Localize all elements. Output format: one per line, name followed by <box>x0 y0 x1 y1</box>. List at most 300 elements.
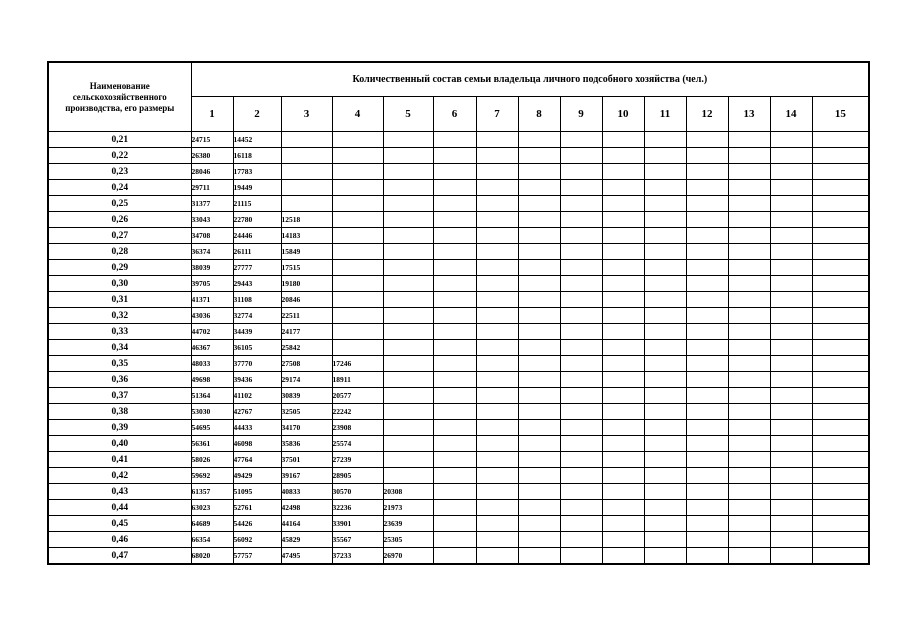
table-cell <box>560 484 602 500</box>
table-cell: 38039 <box>191 260 233 276</box>
table-row <box>48 404 869 420</box>
table-cell <box>812 244 869 260</box>
table-cell <box>476 548 518 565</box>
row-size-label: 0,44 <box>48 500 191 516</box>
table-row <box>48 212 869 228</box>
column-header-1: 1 <box>191 97 233 132</box>
table-row <box>48 388 869 404</box>
table-cell: 32505 <box>281 404 332 420</box>
table-cell: 34708 <box>191 228 233 244</box>
table-cell: 27239 <box>332 452 383 468</box>
table-cell: 15849 <box>281 244 332 260</box>
table-cell <box>518 324 560 340</box>
table-cell <box>433 148 476 164</box>
table-cell: 26111 <box>233 244 281 260</box>
table-cell <box>560 260 602 276</box>
table-cell <box>728 228 770 244</box>
table-cell <box>560 244 602 260</box>
table-cell <box>602 148 644 164</box>
table-cell <box>728 260 770 276</box>
table-cell <box>476 516 518 532</box>
table-cell: 33901 <box>332 516 383 532</box>
table-cell: 17783 <box>233 164 281 180</box>
table-cell <box>602 420 644 436</box>
table-cell <box>686 404 728 420</box>
table-cell <box>281 132 332 148</box>
table-cell <box>332 260 383 276</box>
table-cell <box>812 212 869 228</box>
table-cell: 37501 <box>281 452 332 468</box>
table-cell <box>770 324 812 340</box>
table-cell <box>433 420 476 436</box>
table-cell <box>812 180 869 196</box>
table-cell: 26380 <box>191 148 233 164</box>
table-cell <box>332 228 383 244</box>
table-cell <box>686 532 728 548</box>
table-cell <box>518 436 560 452</box>
table-cell: 34170 <box>281 420 332 436</box>
table-cell <box>602 436 644 452</box>
row-size-label: 0,41 <box>48 452 191 468</box>
table-cell <box>383 324 433 340</box>
table-cell <box>644 532 686 548</box>
table-cell <box>770 180 812 196</box>
table-cell <box>644 148 686 164</box>
table-cell <box>812 324 869 340</box>
table-cell <box>383 436 433 452</box>
row-size-label: 0,27 <box>48 228 191 244</box>
table-row <box>48 436 869 452</box>
table-cell <box>560 180 602 196</box>
table-cell <box>644 340 686 356</box>
table-cell <box>433 324 476 340</box>
table-cell <box>644 548 686 565</box>
table-cell <box>728 532 770 548</box>
column-header-13: 13 <box>728 97 770 132</box>
table-cell <box>560 500 602 516</box>
table-cell: 32774 <box>233 308 281 324</box>
table-cell <box>728 548 770 565</box>
table-cell <box>728 196 770 212</box>
row-size-label: 0,28 <box>48 244 191 260</box>
column-header-4: 4 <box>332 97 383 132</box>
table-cell <box>686 500 728 516</box>
table-cell <box>383 164 433 180</box>
table-cell <box>770 276 812 292</box>
table-cell <box>560 148 602 164</box>
table-cell <box>560 548 602 565</box>
table-cell <box>383 260 433 276</box>
table-cell <box>602 196 644 212</box>
table-cell: 45829 <box>281 532 332 548</box>
table-cell <box>476 308 518 324</box>
table-cell <box>281 196 332 212</box>
table-cell <box>518 260 560 276</box>
table-cell: 19449 <box>233 180 281 196</box>
column-header-6: 6 <box>433 97 476 132</box>
table-cell <box>728 452 770 468</box>
table-cell <box>686 164 728 180</box>
table-cell <box>686 292 728 308</box>
table-cell <box>770 148 812 164</box>
table-cell <box>433 164 476 180</box>
table-cell <box>770 388 812 404</box>
table-cell <box>433 244 476 260</box>
table-cell <box>383 372 433 388</box>
table-cell <box>644 436 686 452</box>
row-size-label: 0,45 <box>48 516 191 532</box>
table-cell <box>476 420 518 436</box>
table-cell <box>686 484 728 500</box>
table-cell <box>644 500 686 516</box>
table-cell <box>281 164 332 180</box>
table-cell: 56361 <box>191 436 233 452</box>
table-cell: 56092 <box>233 532 281 548</box>
table-cell <box>812 340 869 356</box>
table-cell <box>383 244 433 260</box>
table-cell: 18911 <box>332 372 383 388</box>
table-cell: 59692 <box>191 468 233 484</box>
column-header-8: 8 <box>518 97 560 132</box>
table-cell <box>433 516 476 532</box>
table-cell <box>476 196 518 212</box>
table-cell <box>644 244 686 260</box>
table-cell <box>518 196 560 212</box>
table-cell: 61357 <box>191 484 233 500</box>
table-cell: 27508 <box>281 356 332 372</box>
table-cell: 23639 <box>383 516 433 532</box>
table-cell <box>332 132 383 148</box>
row-size-label: 0,22 <box>48 148 191 164</box>
table-cell: 37233 <box>332 548 383 565</box>
row-size-label: 0,36 <box>48 372 191 388</box>
table-cell <box>433 132 476 148</box>
table-cell <box>770 532 812 548</box>
table-cell: 49698 <box>191 372 233 388</box>
table-cell: 24446 <box>233 228 281 244</box>
table-cell <box>602 500 644 516</box>
table-cell <box>433 228 476 244</box>
table-cell: 46367 <box>191 340 233 356</box>
table-cell <box>686 548 728 565</box>
table-cell <box>383 148 433 164</box>
table-cell <box>383 292 433 308</box>
table-cell <box>281 148 332 164</box>
row-size-label: 0,25 <box>48 196 191 212</box>
table-cell <box>728 388 770 404</box>
table-cell <box>518 308 560 324</box>
table-cell <box>560 532 602 548</box>
table-cell: 19180 <box>281 276 332 292</box>
table-cell: 64689 <box>191 516 233 532</box>
table-cell <box>332 212 383 228</box>
row-size-label: 0,33 <box>48 324 191 340</box>
table-cell <box>332 148 383 164</box>
table-cell <box>476 500 518 516</box>
table-cell <box>728 324 770 340</box>
table-cell: 44164 <box>281 516 332 532</box>
table-cell <box>812 372 869 388</box>
table-cell <box>812 468 869 484</box>
table-cell: 14452 <box>233 132 281 148</box>
row-size-label: 0,38 <box>48 404 191 420</box>
table-cell: 34439 <box>233 324 281 340</box>
table-cell <box>644 228 686 244</box>
table-cell: 17246 <box>332 356 383 372</box>
table-cell <box>686 228 728 244</box>
table-cell <box>383 308 433 324</box>
table-cell <box>433 372 476 388</box>
table-cell <box>602 244 644 260</box>
table-cell <box>433 276 476 292</box>
table-cell: 39436 <box>233 372 281 388</box>
table-cell <box>644 164 686 180</box>
table-cell <box>433 532 476 548</box>
table-cell <box>812 404 869 420</box>
table-cell: 51364 <box>191 388 233 404</box>
table-cell <box>812 500 869 516</box>
row-size-label: 0,23 <box>48 164 191 180</box>
table-cell <box>728 276 770 292</box>
table-cell <box>686 148 728 164</box>
table-cell: 16118 <box>233 148 281 164</box>
table-cell <box>476 244 518 260</box>
table-cell: 20577 <box>332 388 383 404</box>
table-row <box>48 452 869 468</box>
table-cell <box>518 532 560 548</box>
table-cell: 29711 <box>191 180 233 196</box>
table-cell <box>476 132 518 148</box>
table-cell <box>602 388 644 404</box>
table-cell <box>602 228 644 244</box>
table-cell <box>812 276 869 292</box>
table-cell <box>728 244 770 260</box>
table-cell <box>560 436 602 452</box>
table-row <box>48 468 869 484</box>
table-cell: 29443 <box>233 276 281 292</box>
table-body <box>48 132 869 565</box>
table-cell <box>644 356 686 372</box>
table-cell <box>560 468 602 484</box>
row-size-label: 0,39 <box>48 420 191 436</box>
table-cell <box>812 532 869 548</box>
table-cell <box>476 324 518 340</box>
table-cell <box>332 276 383 292</box>
table-row <box>48 484 869 500</box>
table-cell <box>770 132 812 148</box>
table-cell <box>560 276 602 292</box>
table-cell <box>433 388 476 404</box>
table-cell <box>518 340 560 356</box>
table-cell <box>770 372 812 388</box>
table-cell <box>518 420 560 436</box>
table-cell: 25842 <box>281 340 332 356</box>
table-cell: 40833 <box>281 484 332 500</box>
table-cell <box>812 388 869 404</box>
table-cell: 46098 <box>233 436 281 452</box>
table-cell <box>812 196 869 212</box>
table-cell <box>560 420 602 436</box>
table-cell <box>686 324 728 340</box>
table-cell: 23908 <box>332 420 383 436</box>
table-cell: 22511 <box>281 308 332 324</box>
table-cell <box>728 180 770 196</box>
table-cell <box>770 548 812 565</box>
table-cell: 41371 <box>191 292 233 308</box>
table-cell <box>770 212 812 228</box>
column-header-15: 15 <box>812 97 869 132</box>
table-cell <box>644 452 686 468</box>
table-cell <box>476 260 518 276</box>
table-cell <box>433 308 476 324</box>
table-cell <box>518 212 560 228</box>
table-cell <box>518 148 560 164</box>
table-cell <box>728 436 770 452</box>
table-cell <box>602 516 644 532</box>
table-cell <box>560 452 602 468</box>
table-cell: 58026 <box>191 452 233 468</box>
table-cell <box>686 212 728 228</box>
table-cell <box>476 276 518 292</box>
table-cell <box>560 212 602 228</box>
table-cell <box>518 452 560 468</box>
table-cell <box>644 196 686 212</box>
table-cell <box>433 212 476 228</box>
table-cell <box>770 260 812 276</box>
table-cell: 37770 <box>233 356 281 372</box>
table-cell <box>770 164 812 180</box>
table-cell <box>728 340 770 356</box>
table-cell <box>602 308 644 324</box>
table-cell <box>476 532 518 548</box>
table-cell <box>728 500 770 516</box>
table-cell <box>433 436 476 452</box>
table-cell <box>518 292 560 308</box>
table-cell <box>433 404 476 420</box>
table-cell <box>476 212 518 228</box>
table-cell <box>560 356 602 372</box>
row-size-label: 0,26 <box>48 212 191 228</box>
table-row <box>48 276 869 292</box>
table-cell: 41102 <box>233 388 281 404</box>
row-size-label: 0,30 <box>48 276 191 292</box>
table-cell <box>770 452 812 468</box>
table-cell <box>602 292 644 308</box>
table-row <box>48 132 869 148</box>
table-cell <box>728 404 770 420</box>
table-cell <box>476 388 518 404</box>
table-cell <box>560 516 602 532</box>
table-cell <box>728 148 770 164</box>
table-cell <box>686 372 728 388</box>
table-row <box>48 372 869 388</box>
table-cell <box>518 276 560 292</box>
table-row <box>48 308 869 324</box>
table-cell <box>518 132 560 148</box>
table-cell <box>602 452 644 468</box>
table-cell <box>770 228 812 244</box>
data-table <box>47 61 870 565</box>
table-cell <box>518 372 560 388</box>
table-cell: 47764 <box>233 452 281 468</box>
table-cell <box>383 388 433 404</box>
table-cell <box>383 212 433 228</box>
table-cell <box>476 404 518 420</box>
table-cell <box>560 372 602 388</box>
table-cell: 28905 <box>332 468 383 484</box>
table-cell <box>518 388 560 404</box>
table-cell: 66354 <box>191 532 233 548</box>
table-cell <box>644 420 686 436</box>
table-cell <box>602 372 644 388</box>
table-cell <box>644 212 686 228</box>
table-cell <box>812 436 869 452</box>
table-cell <box>476 228 518 244</box>
table-cell: 53030 <box>191 404 233 420</box>
table-cell: 33043 <box>191 212 233 228</box>
table-cell <box>602 340 644 356</box>
table-cell <box>812 308 869 324</box>
table-cell <box>476 148 518 164</box>
table-cell: 35567 <box>332 532 383 548</box>
table-cell <box>518 500 560 516</box>
table-cell <box>383 340 433 356</box>
table-cell: 26970 <box>383 548 433 565</box>
table-cell <box>433 468 476 484</box>
table-cell: 14183 <box>281 228 332 244</box>
table-cell <box>518 228 560 244</box>
table-cell: 31377 <box>191 196 233 212</box>
table-row <box>48 180 869 196</box>
table-cell: 39167 <box>281 468 332 484</box>
table-cell: 35836 <box>281 436 332 452</box>
table-cell <box>433 500 476 516</box>
table-row <box>48 532 869 548</box>
table-row <box>48 260 869 276</box>
table-cell <box>770 500 812 516</box>
table-cell <box>770 356 812 372</box>
table-cell <box>602 164 644 180</box>
table-cell: 29174 <box>281 372 332 388</box>
table-cell <box>433 356 476 372</box>
table-cell <box>518 164 560 180</box>
table-cell <box>560 228 602 244</box>
table-cell <box>644 132 686 148</box>
table-cell: 42498 <box>281 500 332 516</box>
table-cell <box>686 260 728 276</box>
table-cell: 20308 <box>383 484 433 500</box>
table-cell <box>686 388 728 404</box>
table-cell <box>433 292 476 308</box>
table-cell <box>644 372 686 388</box>
table-cell <box>728 372 770 388</box>
table-cell: 63023 <box>191 500 233 516</box>
table-cell <box>602 180 644 196</box>
name-column-header: Наименование сельскохозяйственного производства, его размеры <box>48 62 191 132</box>
column-header-2: 2 <box>233 97 281 132</box>
table-cell <box>602 260 644 276</box>
table-cell <box>332 164 383 180</box>
table-cell <box>812 420 869 436</box>
table-cell: 25574 <box>332 436 383 452</box>
table-cell <box>686 308 728 324</box>
table-cell <box>770 340 812 356</box>
table-cell <box>686 356 728 372</box>
table-cell <box>812 516 869 532</box>
table-cell: 44433 <box>233 420 281 436</box>
table-cell <box>518 468 560 484</box>
table-cell <box>770 436 812 452</box>
